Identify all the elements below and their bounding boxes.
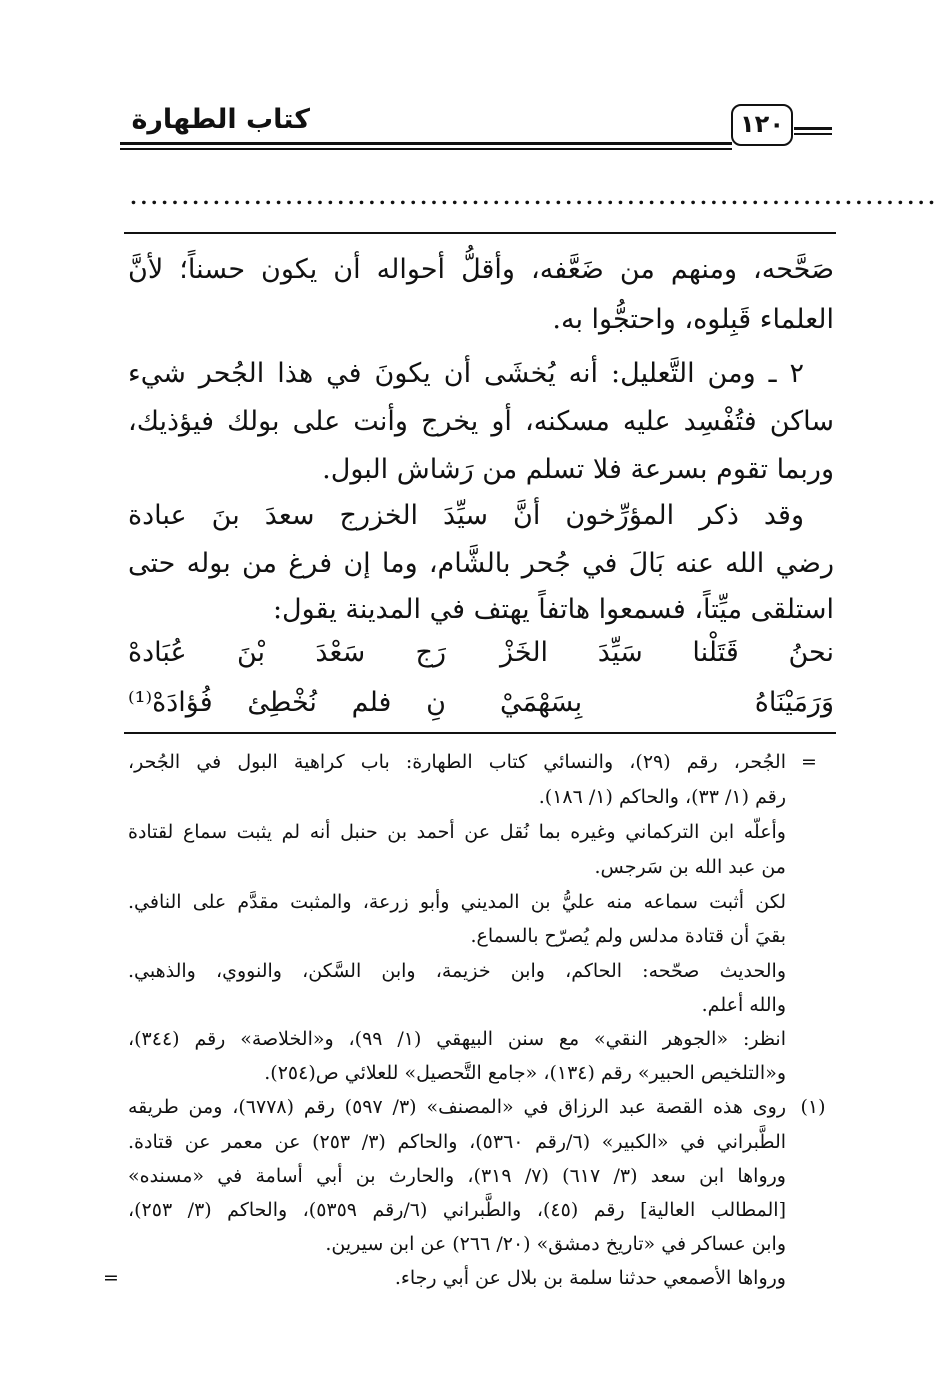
footnote-1-line: ورواها الأصمعي حدثنا سلمة بن بلال عن أبي رجاء. xyxy=(394,1267,786,1289)
footnote-1-line: ورواها ابن سعد (٣/ ٦١٧) (٧/ ٣١٩)، والحارث بن أبي أسامة في «مسنده» xyxy=(128,1165,786,1187)
footnote-1-line: الطَّبراني في «الكبير» (٦/رقم ٥٣٦٠)، والحاكم (٣/ ٢٥٣) عن معمر عن قتادة. xyxy=(128,1131,787,1153)
footnote-line: الجُحر، رقم (٢٩)، والنسائي كتاب الطهارة: باب كراهية البول في الجُحر، xyxy=(128,751,787,773)
main-line-3: ٢ ـ ومن التَّعليل: أنه يُخشَى أن يكونَ في هذا الجُحر شيء xyxy=(128,358,804,389)
footnote-1-marker: (١) xyxy=(800,1096,826,1118)
footnote-line: انظر: «الجوهر النقي» مع سنن البيهقي (١/ ٩٩)، و«الخلاصة» رقم (٣٤٤)، xyxy=(128,1028,786,1050)
continuation-mark: = xyxy=(801,751,817,773)
header-rule-bottom xyxy=(120,148,732,150)
main-line-4: ساكن فتُفْسِد عليه مسكنه، أو يخرج وأنت على بولك فيؤذيك، xyxy=(128,406,834,437)
footnote-1-line: وابن عساكر في «تاريخ دمشق» (٢٠/ ٢٦٦) عن ابن سيرين. xyxy=(325,1233,786,1255)
footnote-line: والحديث صحّحه: الحاكم، وابن خزيمة، وابن السَّكن، والنووي، والذهبي. xyxy=(128,960,786,982)
footnote-line: و«التلخيص الحبير» رقم (١٣٤)، «جامع التَّحصيل» للعلائي ص(٢٥٤). xyxy=(264,1062,786,1084)
page-number: ١٢٠ xyxy=(731,104,793,146)
footnote-1-line: روى هذه القصة عبد الرزاق في «المصنف» (٣/ ٥٩٧) رقم (٦٧٧٨)، ومن طريقه xyxy=(128,1096,786,1118)
header-rule-right-bottom xyxy=(794,133,832,135)
poem-verse-1-first: نحنُ قَتَلْنا سَيِّدَ الخَزْ xyxy=(500,637,834,668)
footnote-line: وأعلّه ابن التركماني وغيره بما نُقل عن أحمد بن حنبل أنه لم يثبت سماع لقتادة xyxy=(128,821,786,843)
poem-verse-1-second: رَج سَعْدَ بْنَ عُبَادهْ xyxy=(128,637,446,668)
footnote-line: من عبد الله بن سَرجس. xyxy=(594,856,786,878)
main-line-7: رضي الله عنه بَالَ في جُحر بالشَّام، وما إن فرغ من بوله حتى xyxy=(128,548,834,579)
footnote-1-line: [المطالب العالية] رقم (٤٥)، والطَّبراني (٦/رقم ٥٣٥٩)، والحاكم (٣/ ٢٥٣)، xyxy=(128,1199,786,1221)
text-top-rule xyxy=(124,232,836,234)
continues-mark: = xyxy=(103,1267,119,1289)
poem-verse-2-second: نِ فلم نُخْطِئ فُؤادَهْ⁽¹⁾ xyxy=(128,687,446,718)
header-rule-right-top xyxy=(794,127,832,130)
running-title: كتاب الطهارة xyxy=(131,104,310,135)
footnote-line: بقيَ أن قتادة مدلس ولم يُصرّح بالسماع. xyxy=(470,925,786,947)
main-line-5: وربما تقوم بسرعة فلا تسلم من رَشاش البول. xyxy=(322,454,834,485)
footnote-rule xyxy=(124,732,836,734)
main-line-8: استلقى ميِّتاً، فسمعوا هاتفاً يهتف في المدينة يقول: xyxy=(272,594,834,625)
main-line-1: صَحَّحه، ومنهم من ضَعَّفه، وأقلُّ أحواله أن يكون حسناً؛ لأنَّ xyxy=(128,254,834,285)
footnote-line: رقم (١/ ٣٣)، والحاكم (١/ ١٨٦). xyxy=(538,786,786,808)
poem-verse-2-first: وَرَمَيْنَاهُ بِسَهْمَيْ xyxy=(500,687,834,718)
dotted-separator: .............................................................................. xyxy=(130,185,939,209)
main-line-6: وقد ذكر المؤرِّخون أنَّ سيِّدَ الخزرج سعدَ بنَ عبادة xyxy=(128,500,804,531)
footnote-line: والله أعلم. xyxy=(701,994,786,1016)
footnote-line: لكن أثبت سماعه منه عليُّ بن المديني وأبو زرعة، والمثبت مقدَّم على النافي. xyxy=(128,891,786,913)
header-rule-top xyxy=(120,142,732,145)
main-line-2: العلماء قَبِلوه، واحتجُّوا به. xyxy=(552,304,834,335)
page-header xyxy=(120,100,832,156)
